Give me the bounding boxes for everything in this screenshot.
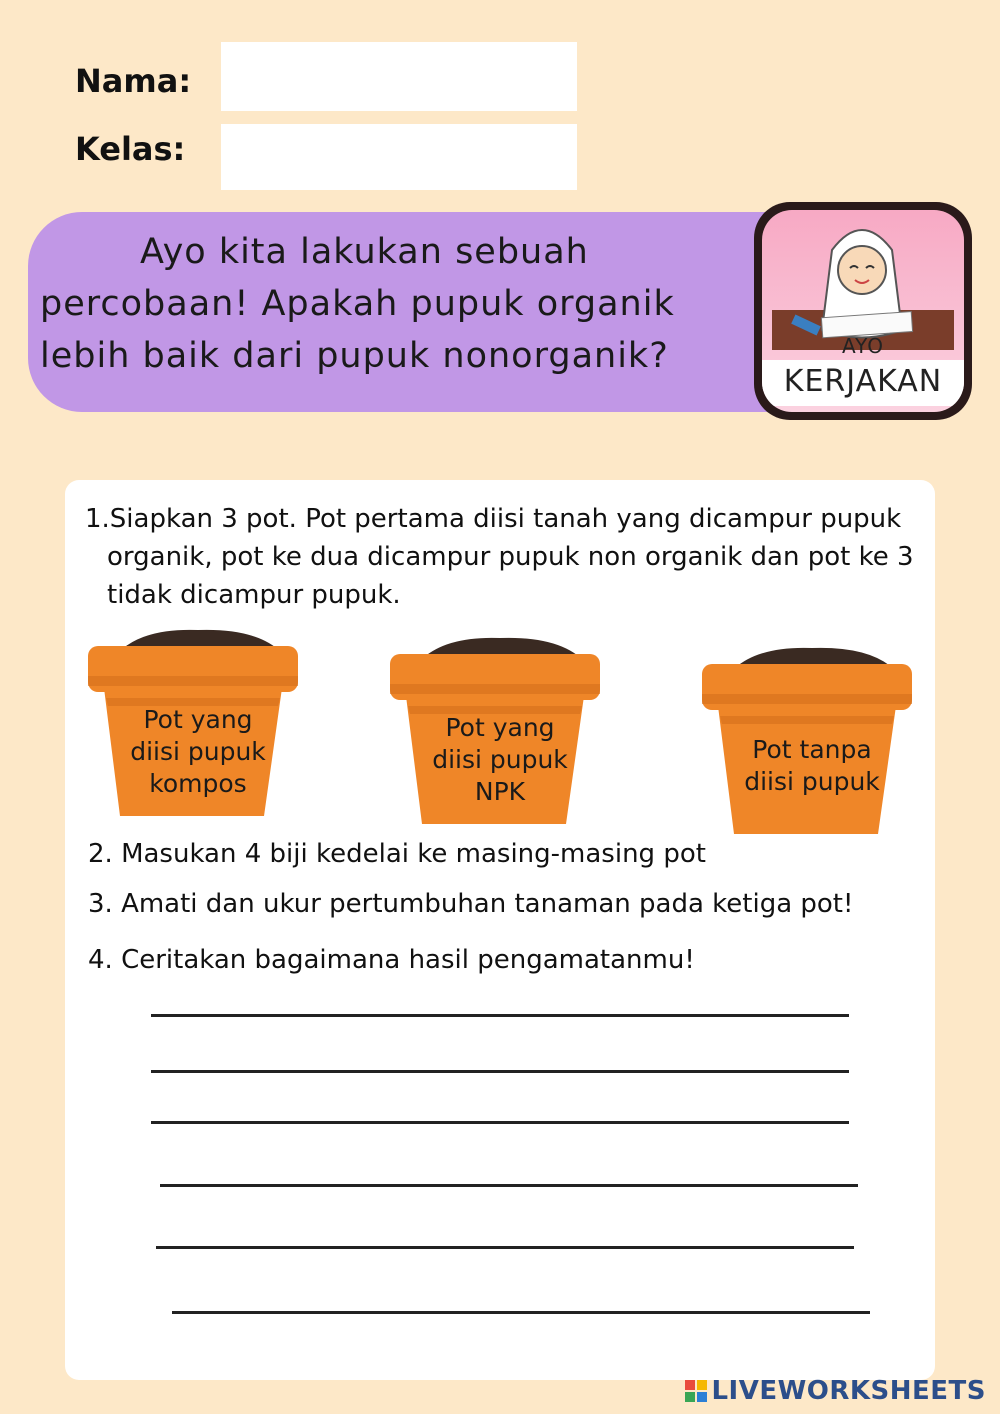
pot-npk [388,636,612,836]
pot-label-line: kompos [149,769,247,798]
answer-line[interactable] [151,1014,849,1017]
pot-label-line: Pot yang [143,705,253,734]
pot-no-fertilizer [700,646,924,846]
banner-text [40,226,760,382]
answer-line[interactable] [172,1311,870,1314]
liveworksheets-icon [685,1380,707,1402]
name-input[interactable] [221,42,577,111]
banner-line-1: Ayo kita lakukan sebuah [140,232,589,272]
worksheet-panel [65,480,935,1380]
pot-label [100,704,296,800]
badge-big-text: KERJAKAN [762,360,964,406]
pot-label-line: NPK [474,777,526,806]
badge-small-text: AYO [842,334,884,358]
pot-label-line: diisi pupuk [130,737,266,766]
badge-illustration [762,210,964,412]
pot-label-line: Pot tanpa [752,735,872,764]
banner-line-3: lebih baik dari pupuk nonorganik? [40,336,669,376]
pot-compost [86,628,310,828]
brand-text: LIVEWORKSHEETS [711,1376,986,1406]
pot-label [714,734,910,798]
pot-label [402,712,598,808]
name-label: Nama: [75,62,192,100]
ayo-kerjakan-badge [754,202,972,420]
answer-line[interactable] [156,1246,854,1249]
class-label: Kelas: [75,130,186,168]
answer-line[interactable] [151,1070,849,1073]
answer-line[interactable] [160,1184,858,1187]
answer-line[interactable] [151,1121,849,1124]
pot-label-line: Pot yang [445,713,555,742]
step-1-text: 1.Siapkan 3 pot. Pot pertama diisi tanah yang dicampur pupuk organik, pot ke dua dicampur pupuk non organik dan pot ke 3 tidak dicampur pupuk. [85,504,914,610]
class-input[interactable] [221,124,577,190]
liveworksheets-logo [685,1376,986,1406]
step-4-text: 4. Ceritakan bagaimana hasil pengamatanmu! [88,945,695,975]
banner-line-2: percobaan! Apakah pupuk organik [40,284,675,324]
step-2-text: 2. Masukan 4 biji kedelai ke masing-masing pot [88,839,706,869]
step-3-text: 3. Amati dan ukur pertumbuhan tanaman pada ketiga pot! [88,889,854,919]
pot-label-line: diisi pupuk [744,767,880,796]
pot-label-line: diisi pupuk [432,745,568,774]
